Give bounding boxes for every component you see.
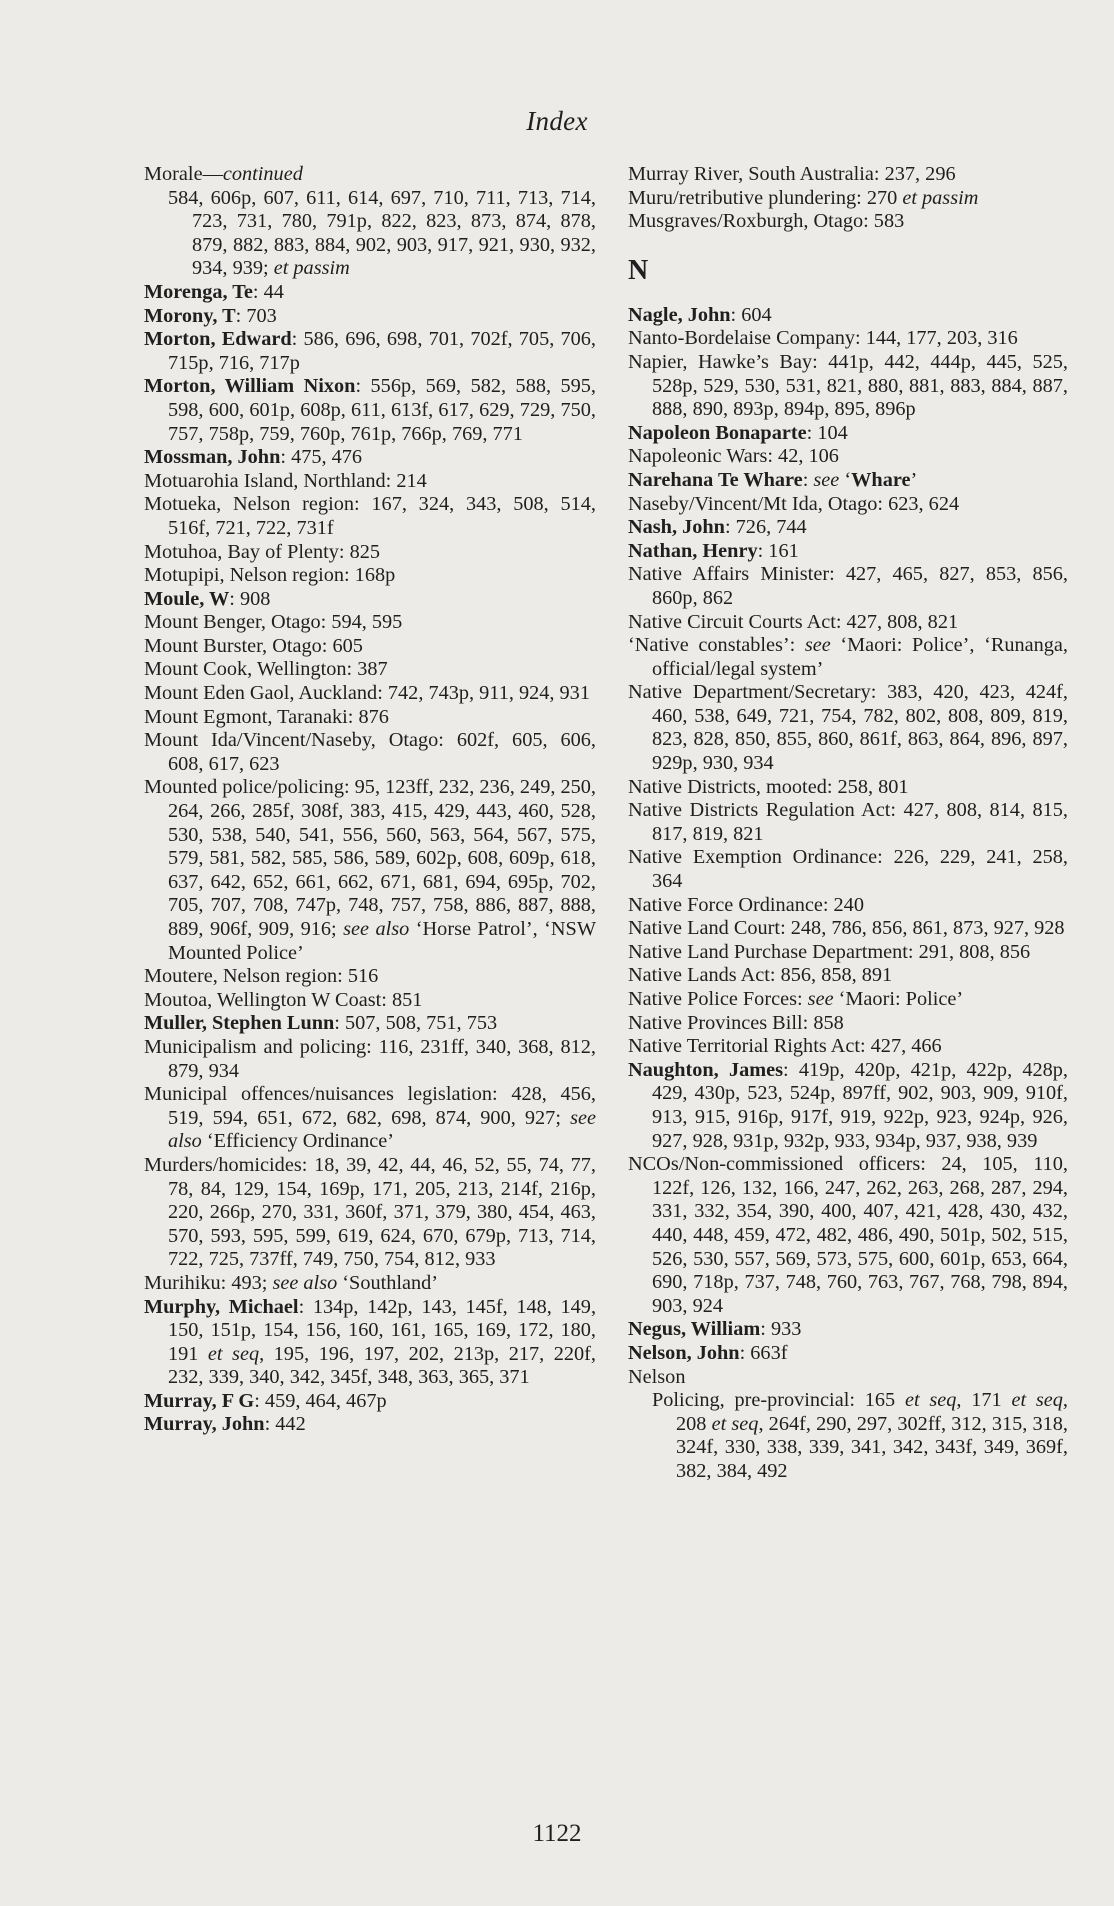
index-entry: Murray, F G: 459, 464, 467p <box>144 1389 387 1412</box>
index-entry: Native Lands Act: 856, 858, 891 <box>628 964 893 987</box>
index-entry: Murray River, South Australia: 237, 296 <box>628 163 956 185</box>
index-entry: Muller, Stephen Lunn: 507, 508, 751, 753 <box>144 1012 498 1035</box>
index-entry: Morton, Edward: 586, 696, 698, 701, 702f, 705, 706, 715p, 716, 717p <box>144 328 596 374</box>
index-entry: Mount Ida/Vincent/Naseby, Otago: 602f, 605, 606, 608, 617, 623 <box>144 729 596 775</box>
index-entry: Narehana Te Whare: see ‘Whare’ <box>628 468 918 491</box>
index-entries-n <box>628 304 1068 1484</box>
index-entry: Native Department/Secretary: 383, 420, 423, 424f, 460, 538, 649, 721, 754, 782, 802, 808, 809, 819, 823, 828, 850, 855, 860, 861f, 863, 864, 896, 897, 929p, 930, 934 <box>628 681 1068 775</box>
index-entry: Muru/retributive plundering: 270 et passim <box>628 186 979 209</box>
page-number: 1122 <box>532 1820 582 1847</box>
index-entry: Motuhoa, Bay of Plenty: 825 <box>144 540 381 563</box>
index-column-left <box>144 163 596 1437</box>
index-entry: Nelson <box>628 1365 686 1388</box>
index-entry: Municipal offences/nuisances legislation: 428, 456, 519, 594, 651, 672, 682, 698, 874, 900, 927; see also ‘Efficiency Ordinance’ <box>144 1083 596 1153</box>
index-entry: Mounted police/policing: 95, 123ff, 232, 236, 249, 250, 264, 266, 285f, 308f, 383, 415, 429, 443, 460, 528, 530, 538, 540, 541, 556, 560, 563, 564, 567, 575, 579, 581, 582, 585, 586, 589, 602p, 608, 609p, 618, 637, 642, 652, 661, 662, 671, 681, 694, 695p, 702, 705, 707, 708, 747p, 748, 757, 758, 886, 887, 888, 889, 906f, 909, 916; see also ‘Horse Patrol’, ‘NSW Mounted Police’ <box>144 776 596 964</box>
index-entries-m <box>628 163 1068 234</box>
index-entry: Naughton, James: 419p, 420p, 421p, 422p, 428p, 429, 430p, 523, 524p, 897ff, 902, 903, 909, 910f, 913, 915, 916p, 917f, 919, 922p, 923, 924p, 926, 927, 928, 931p, 932p, 933, 934p, 937, 938, 939 <box>628 1058 1069 1152</box>
index-entry: Nathan, Henry: 161 <box>628 539 799 562</box>
index-entry: Mossman, John: 475, 476 <box>144 446 363 469</box>
index-entry: Native Police Forces: see ‘Maori: Police’ <box>628 988 964 1010</box>
index-entry: Native Force Ordinance: 240 <box>628 893 864 916</box>
index-entry: Native Exemption Ordinance: 226, 229, 241, 258, 364 <box>628 846 1068 893</box>
index-entry: Mount Eden Gaol, Auckland: 742, 743p, 911, 924, 931 <box>144 682 590 705</box>
index-entry: Mount Benger, Otago: 594, 595 <box>144 611 403 634</box>
index-entry: Morton, William Nixon: 556p, 569, 582, 588, 595, 598, 600, 601p, 608p, 611, 613f, 617, 629, 729, 750, 757, 758p, 759, 760p, 761p, 766p, 769, 771 <box>144 375 597 445</box>
index-entry: Murray, John: 442 <box>144 1413 306 1436</box>
index-entry: Moule, W: 908 <box>144 587 271 610</box>
page-header: Index <box>526 106 588 136</box>
index-entry: Native Districts Regulation Act: 427, 808, 814, 815, 817, 819, 821 <box>628 799 1068 845</box>
index-entry: Negus, William: 933 <box>628 1318 802 1341</box>
index-entry: Mount Cook, Wellington: 387 <box>144 658 388 681</box>
index-entry: Native Land Purchase Department: 291, 808, 856 <box>628 940 1031 963</box>
index-subentry: Policing, pre-provincial: 165 et seq, 171 et seq, 208 et seq, 264f, 290, 297, 302ff, 312, 315, 318, 324f, 330, 338, 339, 341, 342, 343f, 349, 369f, 382, 384, 492 <box>652 1389 1068 1482</box>
index-entry: Morale—continued <box>144 163 303 185</box>
index-entry: Napier, Hawke’s Bay: 441p, 442, 444p, 445, 525, 528p, 529, 530, 531, 821, 880, 881, 883, 884, 887, 888, 890, 893p, 894p, 895, 896p <box>628 350 1068 421</box>
index-entry: Murihiku: 493; see also ‘Southland’ <box>144 1271 439 1294</box>
index-entry: Moutere, Nelson region: 516 <box>144 965 379 988</box>
index-entry: Napoleonic Wars: 42, 106 <box>628 445 839 468</box>
index-entry: Municipalism and policing: 116, 231ff, 340, 368, 812, 879, 934 <box>144 1035 596 1082</box>
index-entry: Morony, T: 703 <box>144 304 277 327</box>
index-entry: Musgraves/Roxburgh, Otago: 583 <box>628 210 905 233</box>
index-entry: Motupipi, Nelson region: 168p <box>144 564 396 587</box>
index-entry: Nash, John: 726, 744 <box>628 516 807 539</box>
index-entry: Native Circuit Courts Act: 427, 808, 821 <box>628 610 959 633</box>
index-entry: Native Districts, mooted: 258, 801 <box>628 775 909 798</box>
index-entry: NCOs/Non-commissioned officers: 24, 105, 110, 122f, 126, 132, 166, 247, 262, 263, 268, 287, 294, 331, 332, 354, 390, 400, 407, 421, 428, 430, 432, 440, 448, 459, 472, 482, 486, 490, 501p, 502, 515, 526, 530, 557, 569, 573, 575, 600, 601p, 653, 664, 690, 718p, 737, 748, 760, 763, 767, 768, 798, 894, 903, 924 <box>628 1153 1068 1317</box>
index-subentry: 584, 606p, 607, 611, 614, 697, 710, 711, 713, 714, 723, 731, 780, 791p, 822, 823, 873, 874, 878, 879, 882, 883, 884, 902, 903, 917, 921, 930, 932, 934, 939; et passim <box>168 186 596 280</box>
index-entry: Native Land Court: 248, 786, 856, 861, 873, 927, 928 <box>628 917 1065 940</box>
index-entry: Nelson, John: 663f <box>628 1341 788 1364</box>
index-entry: Nagle, John: 604 <box>628 303 772 326</box>
index-entry: Motueka, Nelson region: 167, 324, 343, 508, 514, 516f, 721, 722, 731f <box>144 493 596 539</box>
index-entry: Murders/homicides: 18, 39, 42, 44, 46, 52, 55, 74, 77, 78, 84, 129, 154, 169p, 171, 205, 213, 214f, 216p, 220, 266p, 270, 331, 360f, 371, 379, 380, 454, 463, 570, 593, 595, 599, 619, 624, 670, 679p, 713, 714, 722, 725, 737ff, 749, 750, 754, 812, 933 <box>144 1153 596 1271</box>
index-entry: Mount Egmont, Taranaki: 876 <box>144 705 389 728</box>
index-entry: Motuarohia Island, Northland: 214 <box>144 469 427 492</box>
index-entry: Native Provinces Bill: 858 <box>628 1011 844 1034</box>
index-entry: Native Territorial Rights Act: 427, 466 <box>628 1035 942 1058</box>
index-entry: Mount Burster, Otago: 605 <box>144 634 363 657</box>
section-letter: N <box>628 254 649 286</box>
index-entry: Native Affairs Minister: 427, 465, 827, 853, 856, 860p, 862 <box>628 563 1068 609</box>
index-entry: Murphy, Michael: 134p, 142p, 143, 145f, 148, 149, 150, 151p, 154, 156, 160, 161, 165, 169, 172, 180, 191 et seq, 195, 196, 197, 202, 213p, 217, 220f, 232, 339, 340, 342, 345f, 348, 363, 365, 371 <box>144 1295 597 1389</box>
index-column-right <box>628 163 1068 1483</box>
index-entry: Nanto-Bordelaise Company: 144, 177, 203, 316 <box>628 327 1018 350</box>
index-entry: Napoleon Bonaparte: 104 <box>628 421 848 444</box>
index-entry: ‘Native constables’: see ‘Maori: Police’, ‘Runanga, official/legal system’ <box>628 634 1068 680</box>
index-entry: Moutoa, Wellington W Coast: 851 <box>144 988 423 1011</box>
index-entry: Naseby/Vincent/Mt Ida, Otago: 623, 624 <box>628 492 960 515</box>
index-entry: Morenga, Te: 44 <box>144 280 284 303</box>
